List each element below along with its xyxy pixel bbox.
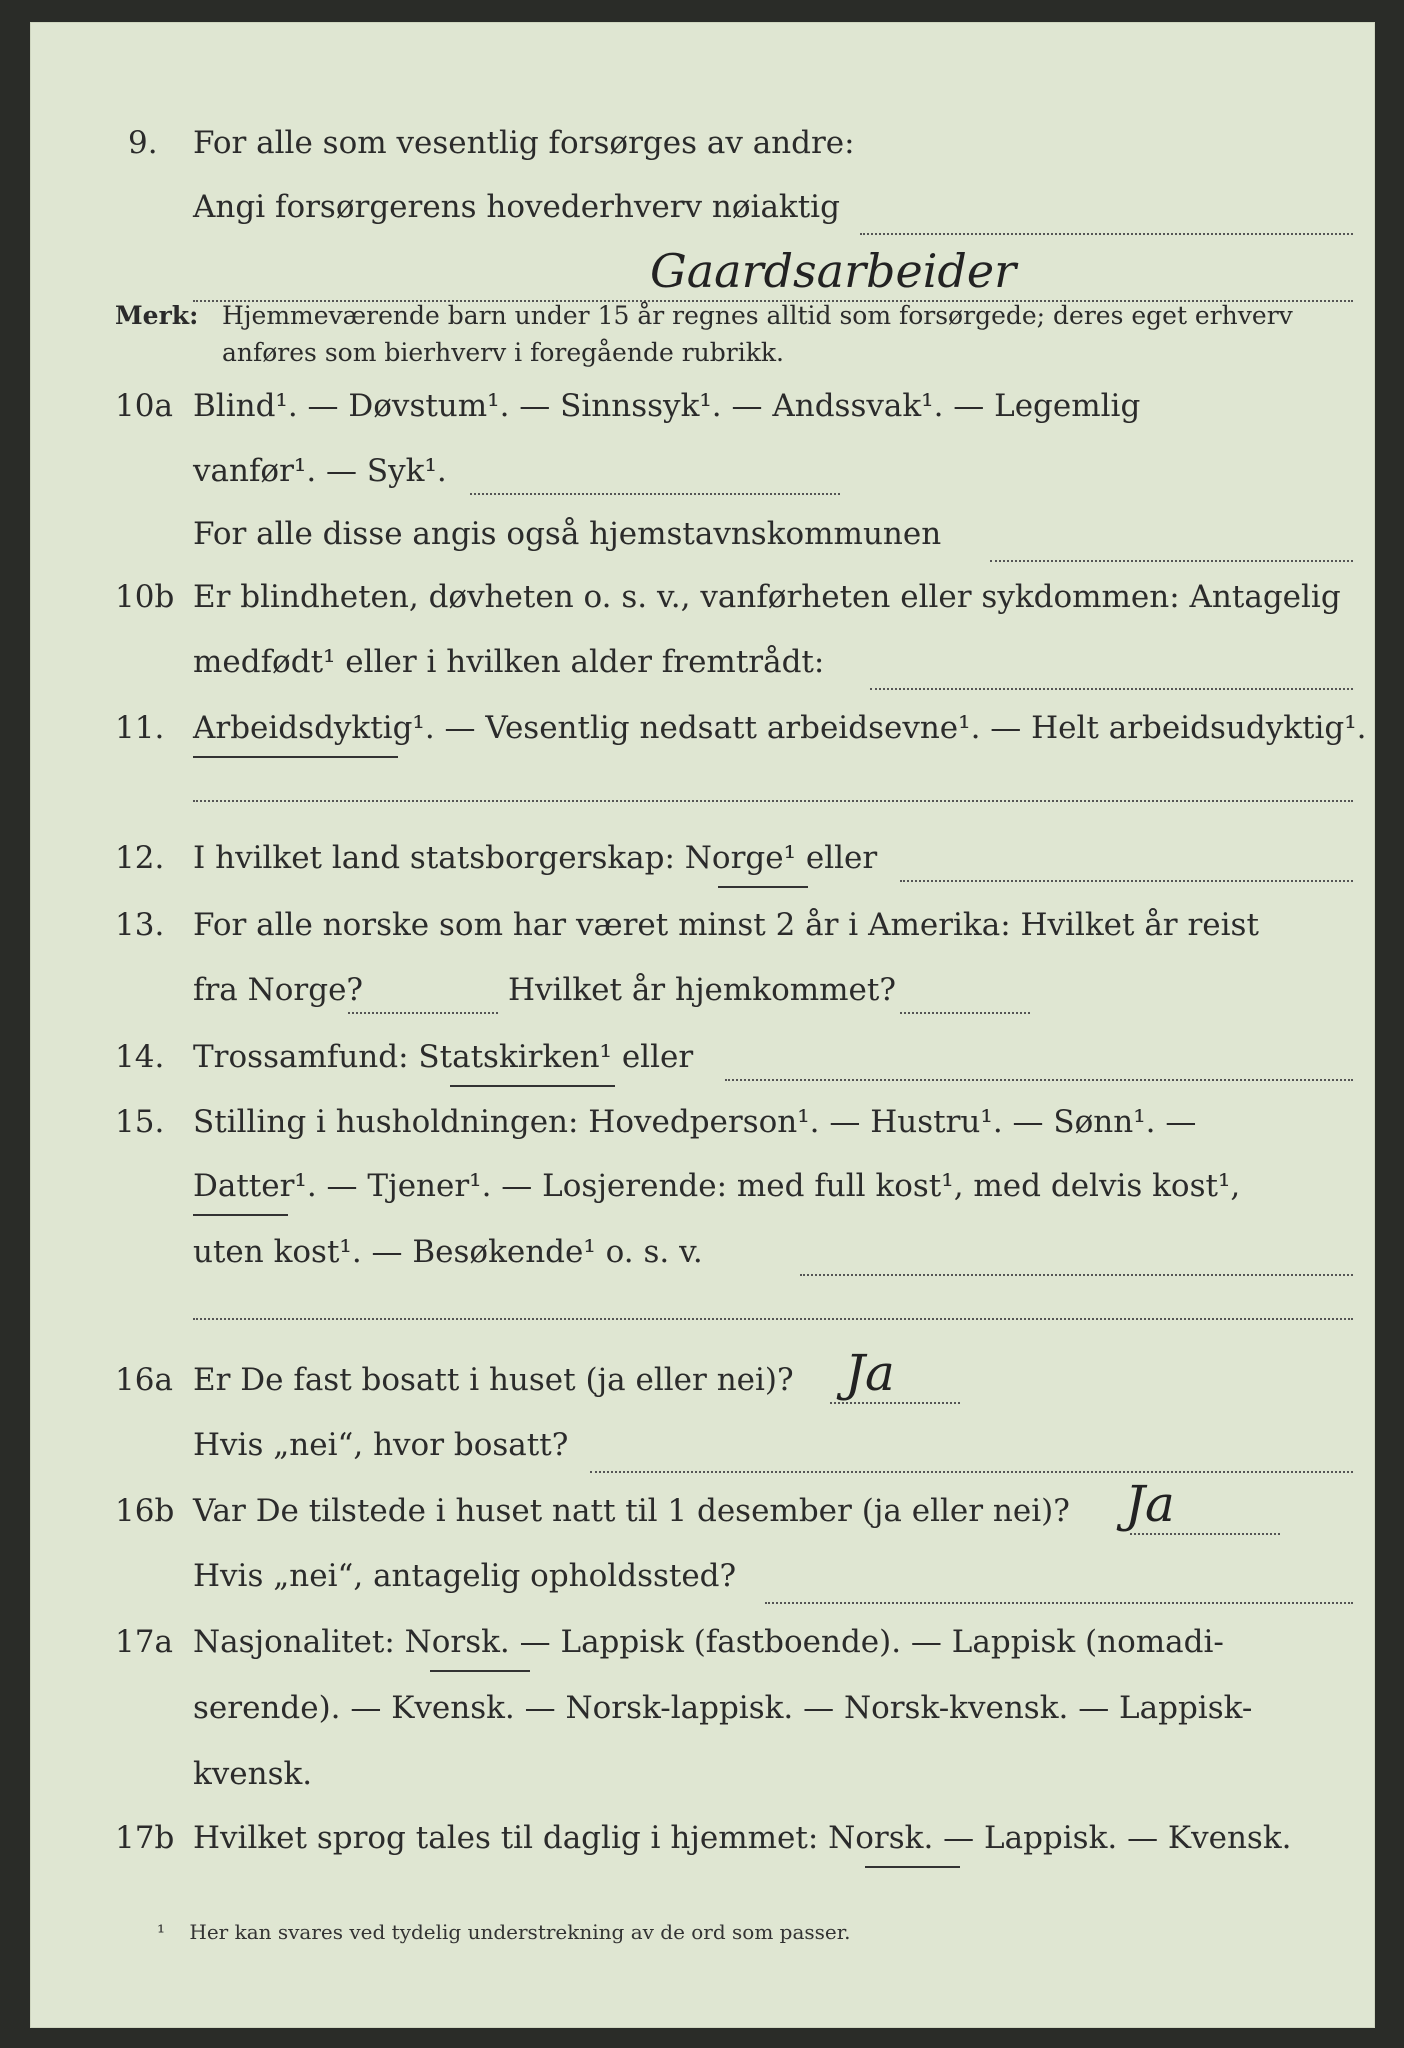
q15-text-2: Datter¹. — Tjener¹. — Losjerende: med full kost¹, med delvis kost¹, [193, 1168, 1241, 1204]
q16a-text-2: Hvis „nei“, hvor bosatt? [193, 1427, 569, 1463]
q10b-line1 [30, 579, 1375, 643]
q16b-text-2: Hvis „nei“, antagelig opholdssted? [193, 1558, 737, 1594]
q10a-line3 [30, 516, 1375, 580]
q13-text-1: For alle norske som har været minst 2 år i Amerika: Hvilket år reist [193, 907, 1259, 943]
q16b-handwritten-answer: Ja [1125, 1475, 1175, 1533]
q16b-line2 [30, 1558, 1375, 1622]
q11-underline-arbeidsdyktig [193, 756, 398, 758]
q10a-text-3: For alle disse angis også hjemstavnskommunen [193, 516, 942, 552]
q15-line3 [30, 1234, 1375, 1298]
merk-line1 [30, 301, 1375, 341]
q14-underline-statskirken [450, 1085, 615, 1087]
q15-text-3: uten kost¹. — Besøkende¹ o. s. v. [193, 1234, 703, 1270]
q13-text-2b: Hvilket år hjemkommet? [508, 972, 896, 1008]
q13-text-2a: fra Norge? [193, 972, 364, 1008]
q10a-sick-field[interactable] [470, 493, 840, 495]
q17a-text-2: serende). — Kvensk. — Norsk-lappisk. — Norsk-kvensk. — Lappisk- [193, 1690, 1253, 1726]
q10a-line1 [30, 388, 1375, 452]
q15-underline-datter [193, 1214, 288, 1216]
q13-line1 [30, 907, 1375, 971]
q16b-location-field[interactable] [765, 1602, 1353, 1604]
q12-country-field[interactable] [900, 880, 1353, 882]
q11-answer-field[interactable] [193, 800, 1353, 802]
q17a-line2 [30, 1690, 1375, 1754]
q16a-handwritten-answer: Ja [845, 1344, 895, 1402]
q11-text-1: Arbeidsdyktig¹. — Vesentlig nedsatt arbeidsevne¹. — Helt arbeidsudyktig¹. [193, 710, 1367, 746]
q12-line1 [30, 840, 1375, 904]
q14-religion-field[interactable] [725, 1079, 1353, 1081]
footnote [157, 1920, 850, 1944]
q10a-municipality-field[interactable] [990, 560, 1353, 562]
q9-text-2: Angi forsørgerens hovederhverv nøiaktig [193, 189, 840, 225]
merk-line2 [30, 338, 1375, 378]
q10b-text-2: medfødt¹ eller i hvilken alder fremtrådt: [193, 644, 825, 680]
q13-year-left-field[interactable] [348, 1012, 498, 1014]
q15-extra-field[interactable] [193, 1318, 1353, 1320]
q10b-text-1: Er blindheten, døvheten o. s. v., vanførheten eller sykdommen: Antagelig [193, 579, 1341, 615]
q10a-number: 10a [115, 388, 173, 424]
q15-text-1: Stilling i husholdningen: Hovedperson¹. — Hustru¹. — Sønn¹. — [193, 1104, 1197, 1140]
q9-handwritten-answer: Gaardsarbeider [650, 244, 1017, 298]
q10a-text-2: vanfør¹. — Syk¹. [193, 453, 447, 489]
q11-number: 11. [115, 710, 165, 746]
q17b-line1 [30, 1820, 1375, 1884]
q10b-line2 [30, 644, 1375, 708]
merk-label: Merk: [115, 301, 199, 330]
q17b-number: 17b [115, 1820, 175, 1856]
q10a-text-1: Blind¹. — Døvstum¹. — Sinnssyk¹. — Andssvak¹. — Legemlig [193, 388, 1141, 424]
q17b-text-1: Hvilket sprog tales til daglig i hjemmet: Norsk. — Lappisk. — Kvensk. [193, 1820, 1292, 1856]
q17a-text-1: Nasjonalitet: Norsk. — Lappisk (fastboende). — Lappisk (nomadi- [193, 1624, 1224, 1660]
q15-number: 15. [115, 1104, 165, 1140]
q15-line1 [30, 1104, 1375, 1168]
q13-year-returned-field[interactable] [900, 1012, 1030, 1014]
q16a-line1 [30, 1344, 1375, 1426]
q16a-text-1: Er De fast bosatt i huset (ja eller nei)? [193, 1362, 794, 1398]
q13-number: 13. [115, 907, 165, 943]
q17a-line1 [30, 1624, 1375, 1688]
q12-number: 12. [115, 840, 165, 876]
q15-other-field[interactable] [800, 1274, 1353, 1276]
q12-underline-norge [718, 886, 808, 888]
q17a-text-3: kvensk. [193, 1756, 313, 1792]
q17a-underline-norsk [430, 1670, 530, 1672]
q14-line1 [30, 1039, 1375, 1103]
census-form-page [30, 22, 1375, 2028]
q9-text-1: For alle som vesentlig forsørges av andre: [193, 125, 855, 161]
q16b-answer-field[interactable] [1130, 1533, 1280, 1535]
q11-line2 [30, 772, 1375, 836]
q13-line2 [30, 972, 1375, 1036]
q17a-number: 17a [115, 1624, 173, 1660]
merk-text-1: Hjemmeværende barn under 15 år regnes alltid som forsørgede; deres eget erhverv [222, 301, 1293, 330]
q15-line4 [30, 1298, 1375, 1362]
q9-line1 [30, 125, 1375, 189]
footnote-text: Her kan svares ved tydelig understrekning av de ord som passer. [189, 1920, 851, 1944]
q14-number: 14. [115, 1039, 165, 1075]
q17a-line3 [30, 1756, 1375, 1820]
q16a-residence-field[interactable] [590, 1471, 1353, 1473]
q10a-line2 [30, 453, 1375, 517]
q14-text-1: Trossamfund: Statskirken¹ eller [193, 1039, 694, 1075]
q16a-number: 16a [115, 1362, 173, 1398]
merk-text-2: anføres som bierhverv i foregående rubrikk. [222, 338, 784, 367]
q16b-number: 16b [115, 1493, 175, 1529]
q10b-age-field[interactable] [870, 688, 1353, 690]
q17b-underline-norsk [865, 1866, 960, 1868]
q16b-text-1: Var De tilstede i huset natt til 1 desember (ja eller nei)? [193, 1493, 1070, 1529]
q15-line2 [30, 1168, 1375, 1232]
footnote-mark: ¹ [157, 1920, 166, 1944]
q11-line1 [30, 710, 1375, 774]
q16a-answer-field[interactable] [830, 1402, 960, 1404]
q9-answer-field-1[interactable] [860, 233, 1353, 235]
q9-number: 9. [128, 125, 158, 161]
q10b-number: 10b [115, 579, 175, 615]
q16b-line1 [30, 1475, 1375, 1557]
q12-text-1: I hvilket land statsborgerskap: Norge¹ eller [193, 840, 878, 876]
